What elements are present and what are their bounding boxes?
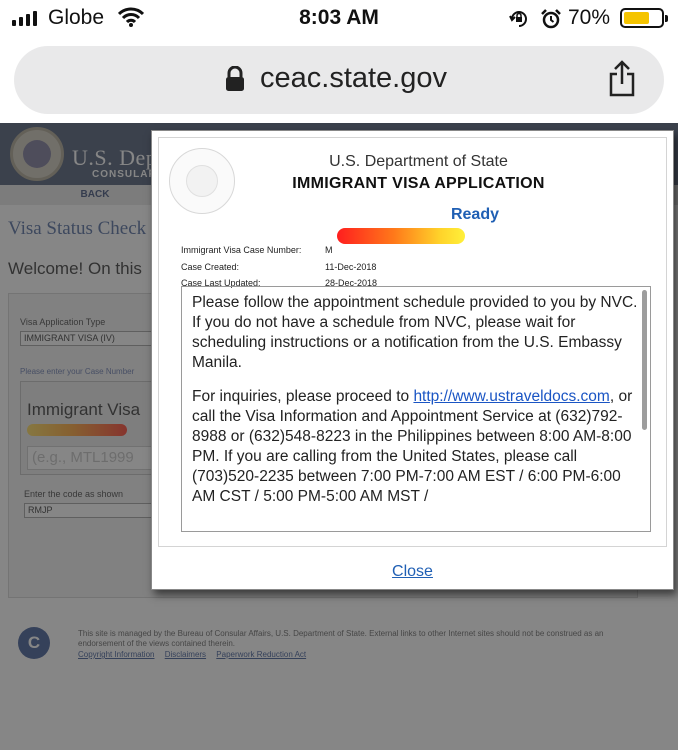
address-bar[interactable] <box>14 46 664 114</box>
message-contact-info: , or call the Visa Information and Appointment Service at (632)792-8988 or (632)548-8223 in the Philippines between 8:00 AM-8:00 PM. If you are calling from the United States, please call (703)520-2235 between 7:00 PM-7:00 AM EST / 6:00 PM-6:00 AM CST / 5:00 PM-5:00 AM MST / <box>192 388 633 505</box>
rotation-lock-icon <box>508 8 530 35</box>
clock-time: 8:03 AM <box>299 6 379 29</box>
case-created-value: 11-Dec-2018 <box>325 262 377 272</box>
lock-icon <box>224 66 246 97</box>
battery-percent: 70% <box>568 6 611 29</box>
modal-title: IMMIGRANT VISA APPLICATION <box>292 175 545 192</box>
status-badge: Ready <box>450 206 499 223</box>
redaction-mark <box>337 228 465 244</box>
message-intro: For inquiries, please proceed to <box>192 388 410 405</box>
battery-fill <box>624 12 649 24</box>
alarm-icon <box>540 8 562 35</box>
battery-icon <box>620 8 664 28</box>
modal-department: U.S. Department of State <box>329 153 508 170</box>
case-number-label: Immigrant Visa Case Number: <box>181 245 302 255</box>
share-icon[interactable] <box>607 60 637 103</box>
case-created-label: Case Created: <box>181 262 240 272</box>
status-bar <box>0 0 678 38</box>
carrier-name: Globe <box>48 6 105 29</box>
case-number-value: M <box>325 245 333 255</box>
close-button[interactable]: Close <box>392 563 433 580</box>
last-updated-label: Case Last Updated: <box>181 278 261 288</box>
status-card <box>158 137 667 547</box>
ustraveldocs-link[interactable]: http://www.ustraveldocs.com <box>413 388 610 405</box>
message-paragraph-2 <box>192 387 638 507</box>
message-scrollbar[interactable] <box>642 290 647 430</box>
status-modal <box>151 130 674 590</box>
status-message[interactable] <box>181 286 651 532</box>
url-text[interactable]: ceac.state.gov <box>260 62 447 94</box>
message-paragraph-1: Please follow the appointment schedule provided to you by NVC. If you do not have a schedule from NVC, please wait for scheduling instructions or a notification from the U.S. Embassy Manila. <box>192 294 638 371</box>
last-updated-value: 28-Dec-2018 <box>325 278 378 288</box>
